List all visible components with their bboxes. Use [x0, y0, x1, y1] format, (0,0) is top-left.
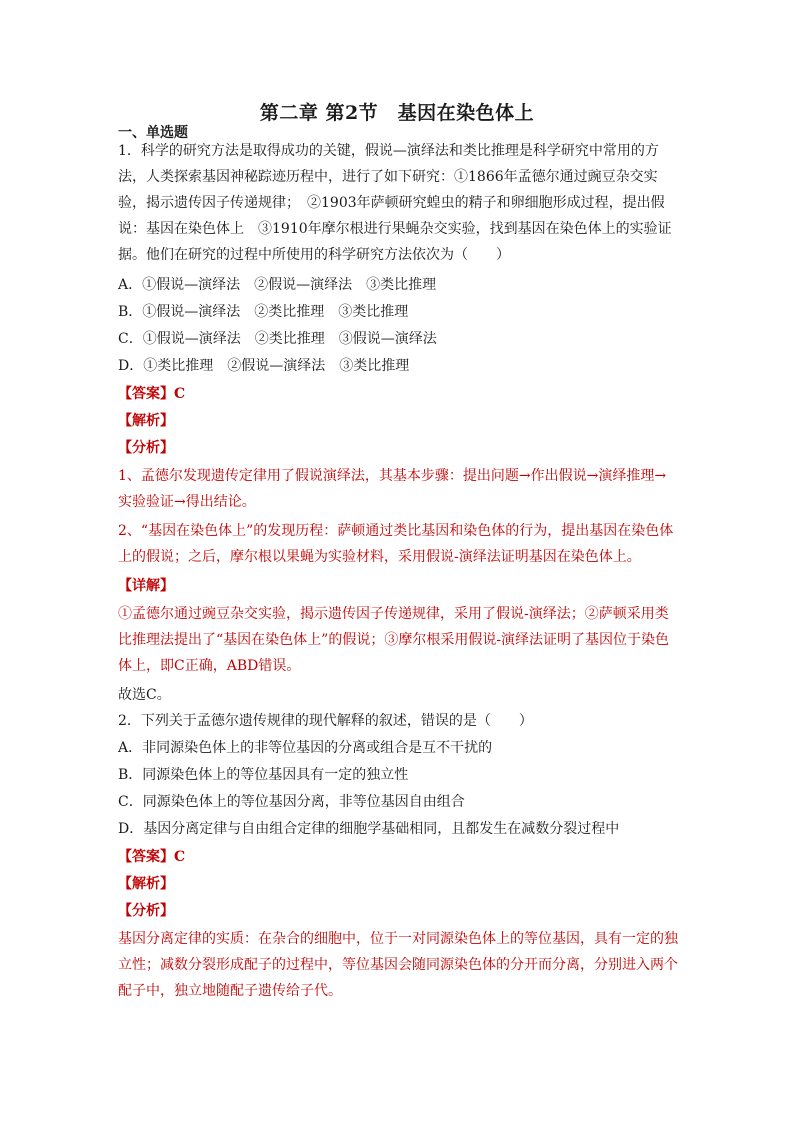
- question-1-detail-label: 【详解】: [118, 578, 174, 594]
- question-2-analysis: 基因分离定律的实质：在杂合的细胞中，位于一对同源染色体上的等位基因，具有一定的独立性；减数分裂形成配子的过程中，等位基因会随同源染色体的分开而分离，分别进入两个配子中，独立地随配子遗传给子代。: [118, 931, 678, 999]
- question-1-option-c: C．①假说—演绎法 ②类比推理 ③假说—演绎法: [118, 331, 437, 347]
- question-1-analysis-2: 2、“基因在染色体上”的发现历程：萨顿通过类比基因和染色体的行为，提出基因在染色体上的假说；之后，摩尔根以果蝇为实验材料，采用假说-演绎法证明基因在染色体上。: [118, 523, 674, 565]
- question-1-detail: ①孟德尔通过豌豆杂交实验，揭示遗传因子传递规律，采用了假说-演绎法；②萨顿采用类比推理法提出了“基因在染色体上”的假说；③摩尔根采用假说-演绎法证明了基因位于染色体上，即C正确，ABD错误。: [118, 606, 670, 674]
- question-2-fenxi-label: 【分析】: [118, 903, 174, 919]
- question-1-stem: 1．科学的研究方法是取得成功的关键，假说—演绎法和类比推理是科学研究中常用的方法，人类探索基因神秘踪迹历程中，进行了如下研究：①1866年孟德尔通过豌豆杂交实验，揭示遗传因子传递规律； ②1903年萨顿研究蝗虫的精子和卵细胞形成过程，提出假说：基因在染色体上 ③1910年摩尔根进行果蝇杂交实验，找到基因在染色体上的实验证据。他们在研究的过程中所使用的科学研究方法依次为（ ）: [118, 143, 672, 263]
- page-title: 第二章 第2节 基因在染色体上: [259, 102, 535, 124]
- question-2-answer: 【答案】C: [118, 849, 186, 865]
- question-1-jiexi-label: 【解析】: [118, 413, 174, 429]
- question-2-stem: 2．下列关于孟德尔遗传规律的现代解释的叙述，错误的是（ ）: [118, 713, 533, 729]
- question-1-analysis-1: 1、孟德尔发现遗传定律用了假说演绎法，其基本步骤：提出问题→作出假说→演绎推理→实验验证→得出结论。: [118, 468, 667, 510]
- question-2-option-b: B．同源染色体上的等位基因具有一定的独立性: [118, 767, 409, 783]
- question-2-option-d: D．基因分离定律与自由组合定律的细胞学基础相同，且都发生在减数分裂过程中: [118, 821, 620, 837]
- question-1-fenxi-label: 【分析】: [118, 440, 174, 456]
- question-1-answer: 【答案】C: [118, 386, 186, 402]
- section-heading: 一、单选题: [118, 125, 188, 141]
- question-1-option-d: D．①类比推理 ②假说—演绎法 ③类比推理: [118, 358, 410, 374]
- question-2-option-c: C．同源染色体上的等位基因分离，非等位基因自由组合: [118, 794, 465, 810]
- question-1-option-a: A．①假说—演绎法 ②假说—演绎法 ③类比推理: [118, 277, 437, 293]
- question-1-choose: 故选C。: [118, 687, 171, 703]
- question-1-option-b: B．①假说—演绎法 ②类比推理 ③类比推理: [118, 304, 409, 320]
- question-2-option-a: A．非同源染色体上的非等位基因的分离或组合是互不干扰的: [118, 740, 493, 756]
- question-2-jiexi-label: 【解析】: [118, 876, 174, 892]
